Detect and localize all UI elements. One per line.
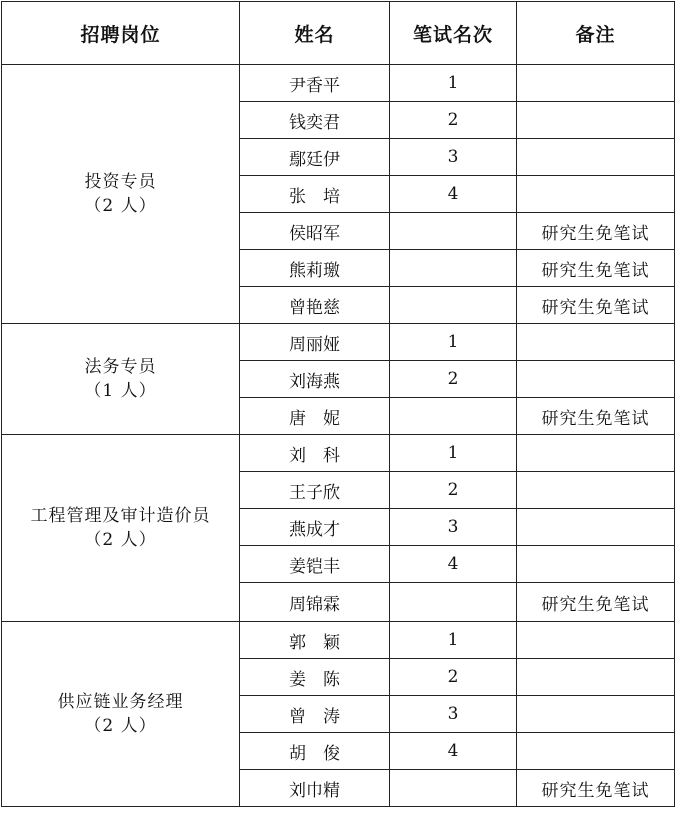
note-cell xyxy=(517,65,675,102)
note-cell xyxy=(517,102,675,139)
rank-cell xyxy=(390,583,517,622)
name-cell: 熊莉璬 xyxy=(240,250,390,287)
rank-cell: 3 xyxy=(390,139,517,176)
note-cell xyxy=(517,622,675,659)
name-cell: 胡 俊 xyxy=(240,733,390,770)
position-title: 法务专员 xyxy=(84,357,157,377)
header-position: 招聘岗位 xyxy=(2,2,240,65)
rank-cell: 2 xyxy=(390,472,517,509)
name-cell: 燕成才 xyxy=(240,509,390,546)
position-title: 投资专员 xyxy=(84,172,157,192)
note-cell: 研究生免笔试 xyxy=(517,213,675,250)
name-cell: 唐 妮 xyxy=(240,398,390,435)
name-cell: 姜铠丰 xyxy=(240,546,390,583)
name-cell: 王子欣 xyxy=(240,472,390,509)
position-cell xyxy=(2,65,240,324)
rank-cell: 4 xyxy=(390,733,517,770)
rank-cell: 2 xyxy=(390,659,517,696)
name-cell: 周丽娅 xyxy=(240,324,390,361)
note-cell xyxy=(517,361,675,398)
note-cell xyxy=(517,472,675,509)
rank-cell: 2 xyxy=(390,361,517,398)
position-title: 供应链业务经理 xyxy=(57,692,184,712)
rank-cell: 4 xyxy=(390,546,517,583)
note-cell xyxy=(517,696,675,733)
header-note: 备注 xyxy=(517,2,675,65)
name-cell: 鄢廷伊 xyxy=(240,139,390,176)
table-row xyxy=(2,324,675,361)
note-cell: 研究生免笔试 xyxy=(517,250,675,287)
note-cell xyxy=(517,509,675,546)
rank-cell: 1 xyxy=(390,65,517,102)
rank-cell: 2 xyxy=(390,102,517,139)
header-rank: 笔试名次 xyxy=(390,2,517,65)
position-count: （2 人） xyxy=(84,196,157,216)
note-cell: 研究生免笔试 xyxy=(517,287,675,324)
rank-cell xyxy=(390,770,517,807)
position-count: （2 人） xyxy=(84,530,157,550)
header-name: 姓名 xyxy=(240,2,390,65)
rank-cell xyxy=(390,213,517,250)
rank-cell xyxy=(390,398,517,435)
note-cell xyxy=(517,324,675,361)
name-cell: 郭 颖 xyxy=(240,622,390,659)
name-cell: 侯昭军 xyxy=(240,213,390,250)
rank-cell: 1 xyxy=(390,324,517,361)
position-count: （1 人） xyxy=(84,381,157,401)
position-count: （2 人） xyxy=(84,716,157,736)
rank-cell: 4 xyxy=(390,176,517,213)
position-cell xyxy=(2,622,240,807)
table-row xyxy=(2,622,675,659)
name-cell: 曾 涛 xyxy=(240,696,390,733)
note-cell: 研究生免笔试 xyxy=(517,770,675,807)
rank-cell xyxy=(390,287,517,324)
note-cell: 研究生免笔试 xyxy=(517,398,675,435)
note-cell xyxy=(517,546,675,583)
name-cell: 刘 科 xyxy=(240,435,390,472)
results-table xyxy=(1,1,675,807)
note-cell xyxy=(517,176,675,213)
name-cell: 张 培 xyxy=(240,176,390,213)
name-cell: 周锦霖 xyxy=(240,583,390,622)
name-cell: 尹香平 xyxy=(240,65,390,102)
table-row xyxy=(2,435,675,472)
rank-cell xyxy=(390,250,517,287)
rank-cell: 3 xyxy=(390,696,517,733)
table-row xyxy=(2,65,675,102)
note-cell xyxy=(517,435,675,472)
note-cell xyxy=(517,139,675,176)
rank-cell: 1 xyxy=(390,435,517,472)
position-cell xyxy=(2,435,240,622)
rank-cell: 1 xyxy=(390,622,517,659)
header-row xyxy=(2,2,675,65)
name-cell: 刘巾精 xyxy=(240,770,390,807)
name-cell: 姜 陈 xyxy=(240,659,390,696)
name-cell: 钱奕君 xyxy=(240,102,390,139)
position-title: 工程管理及审计造价员 xyxy=(30,506,211,526)
note-cell xyxy=(517,659,675,696)
note-cell xyxy=(517,733,675,770)
name-cell: 曾艳慈 xyxy=(240,287,390,324)
note-cell: 研究生免笔试 xyxy=(517,583,675,622)
position-cell xyxy=(2,324,240,435)
name-cell: 刘海燕 xyxy=(240,361,390,398)
rank-cell: 3 xyxy=(390,509,517,546)
